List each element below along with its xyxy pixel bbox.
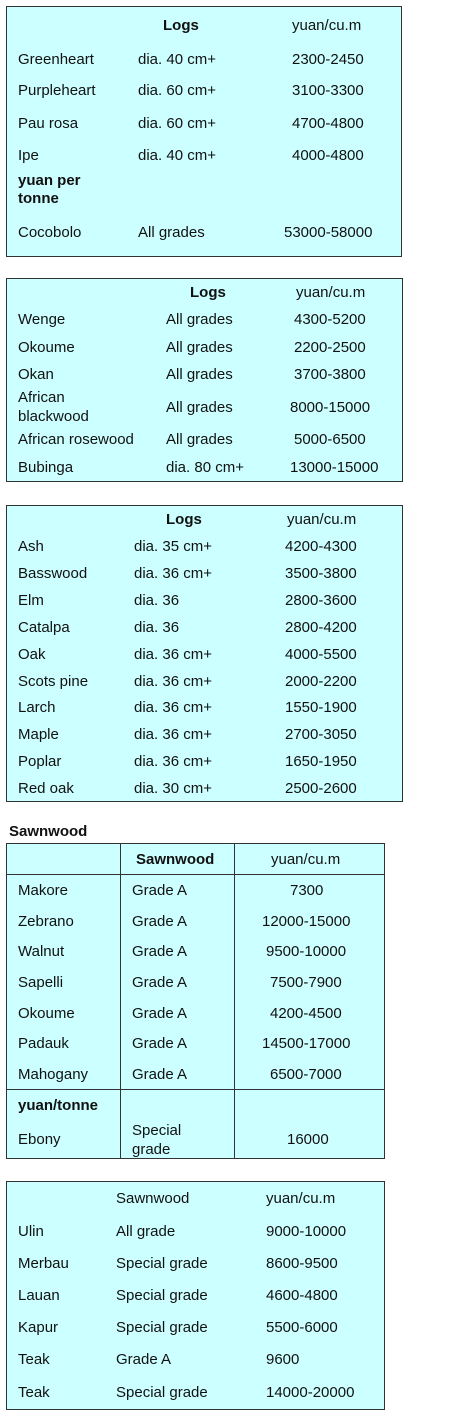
table4-section-divider <box>6 1089 385 1090</box>
species-name: Sapelli <box>18 974 64 991</box>
table4-col-divider-1 <box>120 843 121 1159</box>
species-name: Purpleheart <box>18 82 96 99</box>
spec: Special grade <box>116 1287 208 1304</box>
table4-header-sawnwood: Sawnwood <box>136 851 215 868</box>
spec: All grades <box>166 431 233 448</box>
spec: Special grade <box>116 1255 208 1272</box>
species-name: Basswood <box>18 565 88 582</box>
price: 7500-7900 <box>270 974 342 991</box>
price: 4000-4800 <box>292 147 364 164</box>
price: 16000 <box>287 1131 329 1148</box>
price: 4700-4800 <box>292 115 364 132</box>
table2-header-logs: Logs <box>190 284 226 301</box>
species-name: Merbau <box>18 1255 69 1272</box>
species-name: Makore <box>18 882 69 899</box>
spec: dia. 36 cm+ <box>134 673 212 690</box>
spec: Grade A <box>132 1035 188 1052</box>
species-name: Scots pine <box>18 673 89 690</box>
spec: dia. 35 cm+ <box>134 538 212 555</box>
spec: Grade A <box>132 943 188 960</box>
species-name-line2: blackwood <box>18 408 89 425</box>
spec: Grade A <box>116 1351 172 1368</box>
species-name: Pau rosa <box>18 115 79 132</box>
species-name: Ebony <box>18 1131 61 1148</box>
price: 14000-20000 <box>266 1384 355 1401</box>
species-name: Okan <box>18 366 54 383</box>
price: 3500-3800 <box>285 565 357 582</box>
spec: Special grade <box>116 1319 208 1336</box>
spec: dia. 60 cm+ <box>138 115 216 132</box>
spec: dia. 36 <box>134 592 180 609</box>
species-name: Bubinga <box>18 459 74 476</box>
price: 3700-3800 <box>294 366 366 383</box>
price: 4600-4800 <box>266 1287 338 1304</box>
table1-header-unit: yuan/cu.m <box>292 17 362 34</box>
price: 8600-9500 <box>266 1255 338 1272</box>
price: 9600 <box>266 1351 300 1368</box>
species-name: Greenheart <box>18 51 94 68</box>
price: 3100-3300 <box>292 82 364 99</box>
price: 2200-2500 <box>294 339 366 356</box>
spec: All grades <box>166 366 233 383</box>
spec: Grade A <box>132 882 188 899</box>
price: 4300-5200 <box>294 311 366 328</box>
price: 2800-3600 <box>285 592 357 609</box>
spec: Special grade <box>116 1384 208 1401</box>
species-name-line1: African <box>18 389 65 406</box>
price: 53000-58000 <box>284 224 373 241</box>
spec: dia. 30 cm+ <box>134 780 212 797</box>
species-name: Poplar <box>18 753 62 770</box>
table3-header-logs: Logs <box>166 511 202 528</box>
species-name: Ash <box>18 538 44 555</box>
species-name: Padauk <box>18 1035 69 1052</box>
spec-line2: grade <box>132 1141 171 1158</box>
table5-header-unit: yuan/cu.m <box>266 1190 336 1207</box>
section-title-sawnwood: Sawnwood <box>9 823 88 840</box>
table3-header-unit: yuan/cu.m <box>287 511 357 528</box>
species-name: Okoume <box>18 339 75 356</box>
spec: dia. 36 cm+ <box>134 565 212 582</box>
spec: dia. 36 cm+ <box>134 699 212 716</box>
spec: All grade <box>116 1223 176 1240</box>
price: 9000-10000 <box>266 1223 347 1240</box>
price: 5500-6000 <box>266 1319 338 1336</box>
spec: dia. 40 cm+ <box>138 51 216 68</box>
spec: Grade A <box>132 1005 188 1022</box>
species-name: African rosewood <box>18 431 134 448</box>
species-name: Ipe <box>18 147 39 164</box>
table4-col-divider-2 <box>234 843 235 1159</box>
price: 1550-1900 <box>285 699 357 716</box>
table1-subheader-line1: yuan per <box>18 172 81 189</box>
price: 1650-1950 <box>285 753 357 770</box>
species-name: Larch <box>18 699 56 716</box>
species-name: Cocobolo <box>18 224 82 241</box>
spec: Grade A <box>132 1066 188 1083</box>
table4-header-unit: yuan/cu.m <box>271 851 341 868</box>
species-name: Oak <box>18 646 46 663</box>
table5-header-sawnwood: Sawnwood <box>116 1190 190 1207</box>
spec: dia. 80 cm+ <box>166 459 244 476</box>
species-name: Maple <box>18 726 59 743</box>
spec: All grades <box>166 399 233 416</box>
table4-header-divider <box>6 874 385 875</box>
price: 2500-2600 <box>285 780 357 797</box>
species-name: Mahogany <box>18 1066 89 1083</box>
species-name: Teak <box>18 1351 50 1368</box>
species-name: Ulin <box>18 1223 44 1240</box>
species-name: Lauan <box>18 1287 60 1304</box>
spec: dia. 36 cm+ <box>134 726 212 743</box>
species-name: Okoume <box>18 1005 75 1022</box>
price: 4200-4500 <box>270 1005 342 1022</box>
table2-header-unit: yuan/cu.m <box>296 284 366 301</box>
price: 7300 <box>290 882 324 899</box>
price: 6500-7000 <box>270 1066 342 1083</box>
price: 9500-10000 <box>266 943 347 960</box>
spec: All grades <box>166 339 233 356</box>
price: 14500-17000 <box>262 1035 351 1052</box>
table1-header-logs: Logs <box>163 17 199 34</box>
spec: Grade A <box>132 913 188 930</box>
spec: dia. 36 cm+ <box>134 646 212 663</box>
price: 4000-5500 <box>285 646 357 663</box>
spec: dia. 36 <box>134 619 180 636</box>
spec: All grades <box>138 224 205 241</box>
price: 2300-2450 <box>292 51 364 68</box>
price: 2700-3050 <box>285 726 357 743</box>
price: 2000-2200 <box>285 673 357 690</box>
spec: All grades <box>166 311 233 328</box>
price: 8000-15000 <box>290 399 371 416</box>
spec: dia. 60 cm+ <box>138 82 216 99</box>
price: 12000-15000 <box>262 913 351 930</box>
price: 5000-6500 <box>294 431 366 448</box>
species-name: Catalpa <box>18 619 70 636</box>
species-name: Red oak <box>18 780 74 797</box>
table4-subheader-tonne: yuan/tonne <box>18 1097 99 1114</box>
species-name: Wenge <box>18 311 66 328</box>
species-name: Walnut <box>18 943 65 960</box>
spec: dia. 36 cm+ <box>134 753 212 770</box>
price: 13000-15000 <box>290 459 379 476</box>
species-name: Elm <box>18 592 44 609</box>
spec: Grade A <box>132 974 188 991</box>
table1-subheader-line2: tonne <box>18 190 59 207</box>
spec: dia. 40 cm+ <box>138 147 216 164</box>
spec-line1: Special <box>132 1122 182 1139</box>
species-name: Kapur <box>18 1319 59 1336</box>
species-name: Zebrano <box>18 913 74 930</box>
price: 4200-4300 <box>285 538 357 555</box>
price: 2800-4200 <box>285 619 357 636</box>
species-name: Teak <box>18 1384 50 1401</box>
